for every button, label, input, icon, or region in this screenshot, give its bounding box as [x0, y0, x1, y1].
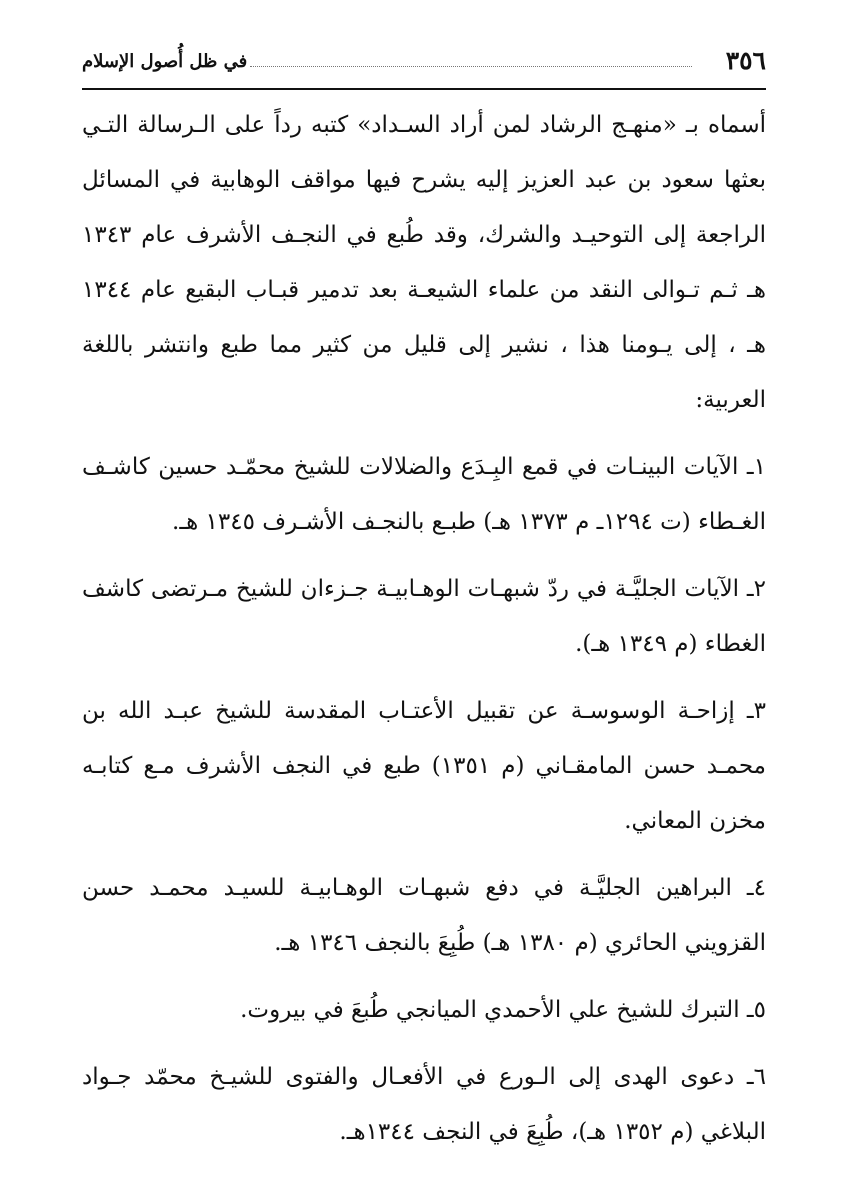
list-item-1: ١ـ الآيات البينـات في قمع البِـدَع والضلالات للشيخ محمّـد حسين كاشـف الغـطاء (ت ١٢٩٤ـ م ١٣٧٣ هـ) طبـع بالنجـف الأشـرف ١٣٤٥ هـ. — [82, 454, 766, 535]
list-item-4: ٤ـ البراهين الجليَّـة في دفع شبهـات الوهـابيـة للسيـد محمـد حسن القزويني الحائري (م ١٣٨٠ هـ) طُبِعَ بالنجف ١٣٤٦ هـ. — [82, 875, 766, 956]
header-rule — [82, 88, 766, 90]
list-item-6: ٦ـ دعوى الهدى إلى الـورع في الأفعـال والفتوى للشيـخ محمّد جـواد البلاغي (م ١٣٥٢ هـ)، طُبِعَ في النجف ١٣٤٤هـ. — [82, 1064, 766, 1145]
page-body — [82, 98, 766, 1160]
list-item-2: ٢ـ الآيات الجليَّـة في ردّ شبهـات الوهـابيـة جـزءان للشيخ مـرتضى كاشف الغطاء (م ١٣٤٩ هـ). — [82, 576, 766, 657]
intro-paragraph: أسماه بـ «منهـج الرشاد لمن أراد السـداد» كتبه رداً على الـرسالة التـي بعثها سعود بن عبد العزيز إليه يشرح فيها مواقف الوهابية في المسائل الراجعة إلى التوحيـد والشرك، وقد طُبع في النجـف الأشرف عام ١٣٤٣ هـ ثـم تـوالى النقد من علماء الشيعـة بعد تدمير قبـاب البقيع عام ١٣٤٤ هـ ، إلى يـومنا هذا ، نشير إلى قليل من كثير مما طبع وانتشر باللغة العربية: — [82, 112, 766, 413]
list-item-3: ٣ـ إزاحـة الوسوسـة عن تقبيل الأعتـاب المقدسة للشيخ عبـد الله بن محمـد حسن المامقـاني (م ١٣٥١) طبع في النجف الأشرف مـع كتابـه مخزن المعاني. — [82, 698, 767, 834]
dotted-leader — [250, 66, 692, 67]
book-title: في ظل أُصول الإسلام — [82, 51, 248, 72]
page-number: ٣٥٦ — [725, 46, 766, 75]
list-item-5: ٥ـ التبرك للشيخ علي الأحمدي الميانجي طُبعَ في بيروت. — [240, 997, 766, 1023]
running-header — [82, 44, 766, 80]
